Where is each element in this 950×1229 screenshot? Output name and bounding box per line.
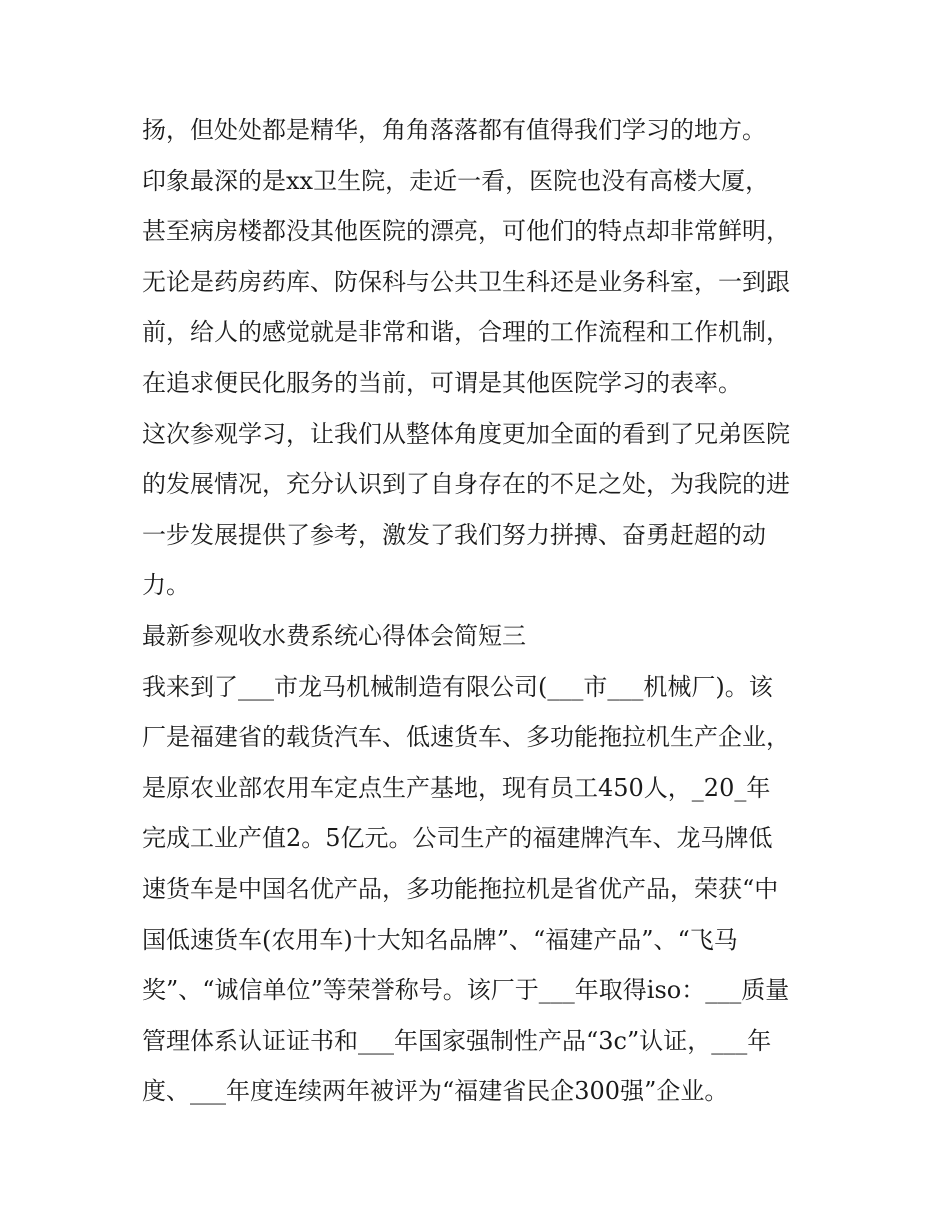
text-line: 度、___年度连续两年被评为“福建省民企300强”企业。 (142, 1077, 729, 1106)
text-line: 甚至病房楼都没其他医院的漂亮，可他们的特点却非常鲜明， (142, 217, 790, 246)
text-line: 力。 (142, 571, 190, 600)
document-body (142, 105, 832, 1117)
text-line: 完成工业产值2。5亿元。公司生产的福建牌汽车、龙马牌低 (142, 824, 773, 853)
text-line: 速货车是中国名优产品，多功能拖拉机是省优产品，荣获“中 (142, 874, 779, 903)
text-line: 我来到了___市龙马机械制造有限公司(___市___机械厂)。该 (142, 672, 773, 701)
text-line: 是原农业部农用车定点生产基地，现有员工450人，_20_年 (142, 773, 771, 802)
text-line: 奖”、“诚信单位”等荣誉称号。该厂于___年取得iso：___质量 (142, 976, 790, 1005)
text-line: 这次参观学习，让我们从整体角度更加全面的看到了兄弟医院 (142, 419, 790, 448)
text-line: 前，给人的感觉就是非常和谐，合理的工作流程和工作机制， (142, 318, 790, 347)
text-line: 在追求便民化服务的当前，可谓是其他医院学习的表率。 (142, 368, 742, 397)
text-line: 的发展情况，充分认识到了自身存在的不足之处，为我院的进 (142, 470, 790, 499)
text-line: 无论是药房药库、防保科与公共卫生科还是业务科室，一到跟 (142, 267, 790, 296)
text-line: 厂是福建省的载货汽车、低速货车、多功能拖拉机生产企业， (142, 723, 790, 752)
section-heading: 最新参观收水费系统心得体会简短三 (142, 621, 526, 650)
text-line: 国低速货车(农用车)十大知名品牌”、“福建产品”、“飞马 (142, 925, 738, 954)
text-line: 印象最深的是xx卫生院，走近一看，医院也没有高楼大厦， (142, 166, 770, 195)
text-line: 一步发展提供了参考，激发了我们努力拼搏、奋勇赶超的动 (142, 520, 766, 549)
text-line: 扬，但处处都是精华，角角落落都有值得我们学习的地方。 (142, 116, 766, 144)
text-line: 管理体系认证证书和___年国家强制性产品“3c”认证，___年 (142, 1026, 772, 1055)
